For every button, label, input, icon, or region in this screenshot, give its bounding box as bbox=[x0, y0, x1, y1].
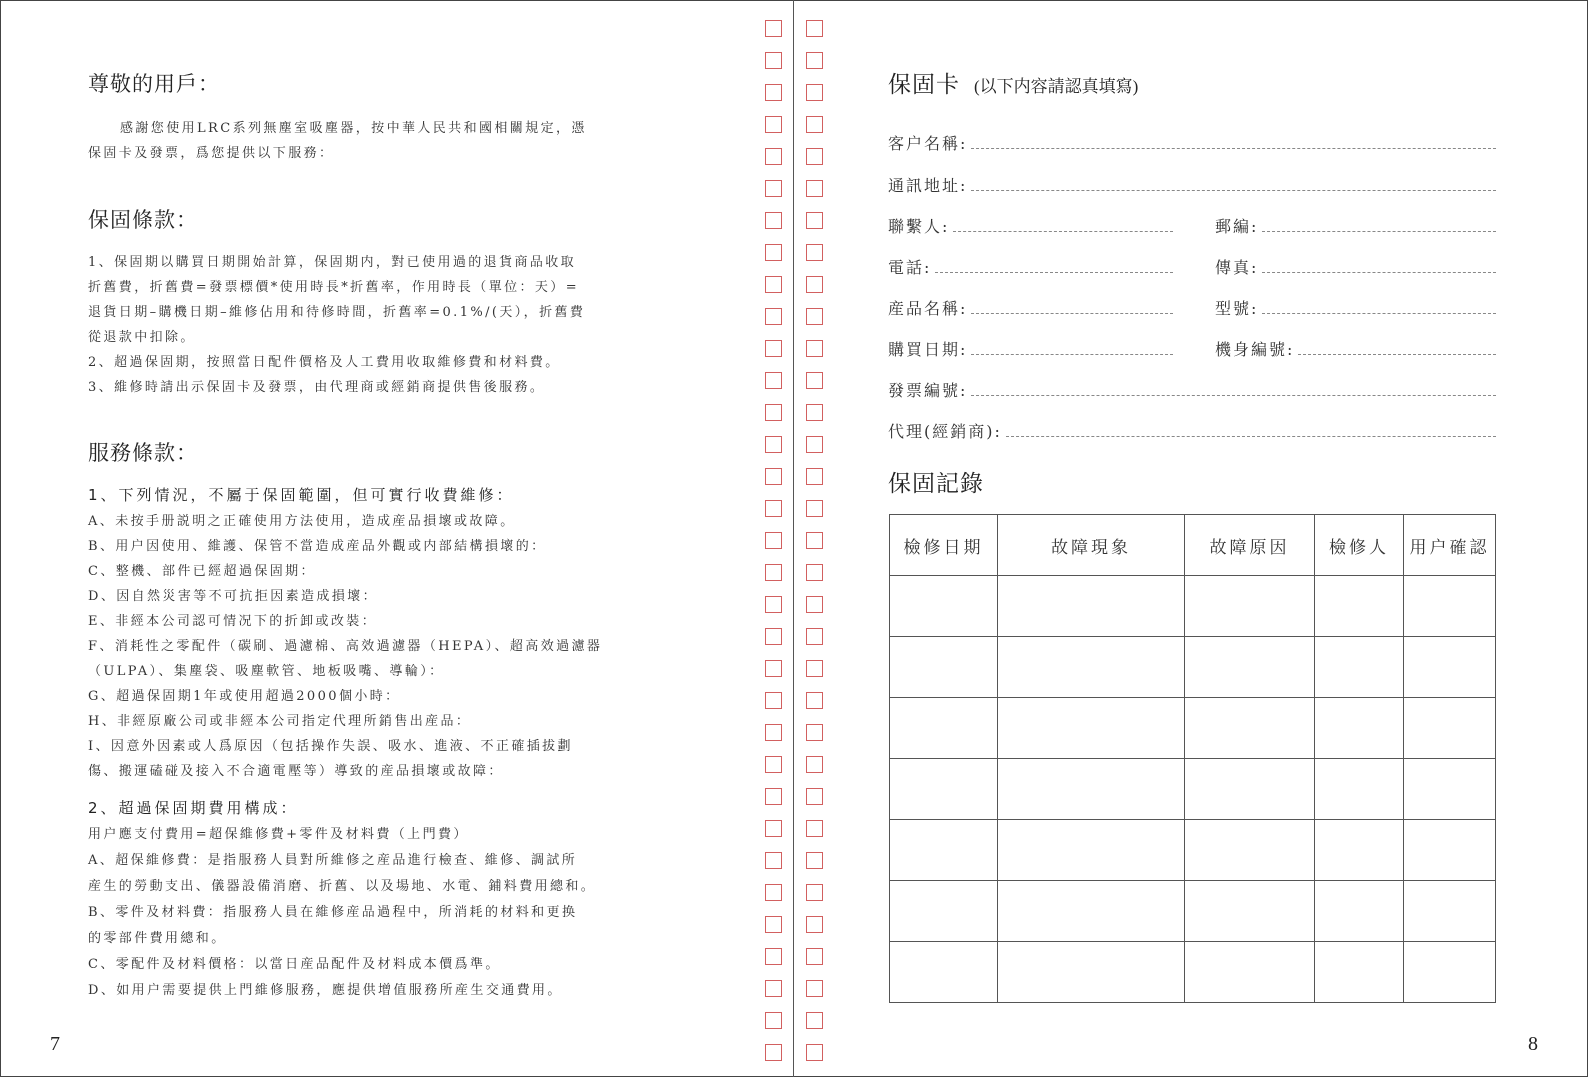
binding-square bbox=[765, 212, 782, 229]
table-cell[interactable] bbox=[1404, 576, 1496, 637]
fill-line bbox=[1006, 435, 1496, 437]
table-row bbox=[890, 576, 1496, 637]
table-cell[interactable] bbox=[1185, 820, 1315, 881]
binding-square bbox=[765, 84, 782, 101]
dealer-field[interactable] bbox=[888, 418, 1496, 442]
header-fault-symptom: 故障現象 bbox=[998, 515, 1185, 576]
table-cell[interactable] bbox=[1404, 637, 1496, 698]
fee-line: 用户應支付費用=超保維修費+零件及材料費（上門費） bbox=[88, 827, 469, 842]
model-field[interactable] bbox=[1215, 295, 1496, 319]
serial-number-label: 機身編號: bbox=[1215, 340, 1295, 359]
postcode-label: 郵編: bbox=[1215, 217, 1259, 236]
table-cell[interactable] bbox=[998, 698, 1185, 759]
table-header-row bbox=[890, 515, 1496, 576]
table-cell[interactable] bbox=[998, 881, 1185, 942]
table-cell[interactable] bbox=[1185, 576, 1315, 637]
table-cell[interactable] bbox=[1404, 698, 1496, 759]
fee-line: D、如用户需要提供上門維修服務，應提供增值服務所産生交通費用。 bbox=[88, 983, 563, 998]
binding-square bbox=[765, 692, 782, 709]
binding-square bbox=[765, 1044, 782, 1061]
center-fold bbox=[793, 0, 794, 1077]
serial-number-field[interactable] bbox=[1215, 336, 1496, 360]
card-title-text: 保固卡 bbox=[888, 72, 960, 98]
product-name-label: 産品名稱: bbox=[888, 299, 968, 318]
binding-square bbox=[765, 244, 782, 261]
binding-square bbox=[765, 628, 782, 645]
fill-line bbox=[971, 312, 1173, 314]
service-subheading: 2、超過保固期費用構成： bbox=[88, 799, 299, 817]
table-cell[interactable] bbox=[1185, 637, 1315, 698]
fee-line: B、零件及材料費：指服務人員在維修産品過程中，所消耗的材料和更换 bbox=[88, 905, 578, 920]
address-field[interactable] bbox=[888, 172, 1496, 196]
binding-square bbox=[765, 756, 782, 773]
greeting-heading: 尊敬的用戶： bbox=[88, 72, 220, 96]
binding-square bbox=[765, 532, 782, 549]
binding-square bbox=[765, 820, 782, 837]
table-cell[interactable] bbox=[998, 576, 1185, 637]
warranty-line: 折舊費，折舊費=發票標價*使用時長*折舊率，作用時長（單位：天）= bbox=[88, 280, 579, 295]
fill-line bbox=[971, 394, 1496, 396]
binding-square bbox=[765, 404, 782, 421]
table-cell[interactable] bbox=[1185, 698, 1315, 759]
table-cell[interactable] bbox=[998, 637, 1185, 698]
table-cell[interactable] bbox=[890, 759, 998, 820]
binding-square bbox=[765, 916, 782, 933]
binding-square bbox=[765, 20, 782, 37]
fee-line: C、零配件及材料價格：以當日産品配件及材料成本價爲準。 bbox=[88, 957, 501, 972]
binding-column-left bbox=[765, 0, 785, 1077]
fill-line bbox=[1262, 271, 1496, 273]
binding-square bbox=[765, 340, 782, 357]
binding-square bbox=[765, 724, 782, 741]
table-row bbox=[890, 881, 1496, 942]
service-heading: 服務條款： bbox=[88, 441, 198, 465]
table-cell[interactable] bbox=[1404, 820, 1496, 881]
intro-line: 感謝您使用LRC系列無塵室吸塵器，按中華人民共和國相關規定，憑 bbox=[120, 121, 587, 136]
service-line: （ULPA）、集塵袋、吸塵軟管、地板吸嘴、導輪）： bbox=[88, 664, 445, 679]
customer-name-field[interactable] bbox=[888, 130, 1496, 154]
service-line: 傷、搬運磕碰及接入不合適電壓等）導致的産品損壞或故障： bbox=[88, 764, 504, 779]
product-name-field[interactable] bbox=[888, 295, 1173, 319]
fill-line bbox=[971, 189, 1496, 191]
table-cell[interactable] bbox=[890, 576, 998, 637]
binding-square bbox=[765, 276, 782, 293]
table-cell[interactable] bbox=[1185, 942, 1315, 1003]
binding-square bbox=[765, 148, 782, 165]
binding-square bbox=[765, 948, 782, 965]
service-line: A、未按手册説明之正確使用方法使用，造成産品損壞或故障。 bbox=[88, 514, 516, 529]
phone-field[interactable] bbox=[888, 254, 1173, 278]
fill-line bbox=[1262, 230, 1496, 232]
warranty-line: 2、超過保固期，按照當日配件價格及人工費用收取維修費和材料費。 bbox=[88, 355, 561, 370]
invoice-number-label: 發票編號: bbox=[888, 381, 968, 400]
service-line: B、用户因使用、維護、保管不當造成産品外觀或内部結構損壞的： bbox=[88, 539, 547, 554]
page-number-left: 7 bbox=[50, 1033, 60, 1055]
binding-square bbox=[765, 372, 782, 389]
binding-square bbox=[765, 500, 782, 517]
table-cell[interactable] bbox=[1404, 942, 1496, 1003]
invoice-number-field[interactable] bbox=[888, 377, 1496, 401]
header-technician: 檢修人 bbox=[1315, 515, 1404, 576]
fee-line: 的零部件費用總和。 bbox=[88, 931, 227, 946]
table-cell[interactable] bbox=[1315, 881, 1404, 942]
table-cell[interactable] bbox=[1315, 637, 1404, 698]
service-line: H、非經原廠公司或非經本公司指定代理所銷售出産品： bbox=[88, 714, 472, 729]
binding-square bbox=[765, 52, 782, 69]
intro-line: 保固卡及發票，爲您提供以下服務： bbox=[88, 146, 335, 161]
fax-label: 傳真: bbox=[1215, 258, 1259, 277]
table-row bbox=[890, 942, 1496, 1003]
table-cell[interactable] bbox=[890, 637, 998, 698]
table-row bbox=[890, 759, 1496, 820]
warranty-record-title: 保固記錄 bbox=[888, 471, 984, 497]
service-line: E、非經本公司認可情况下的折卸或改裝： bbox=[88, 614, 378, 629]
table-row bbox=[890, 820, 1496, 881]
fill-line bbox=[953, 230, 1173, 232]
table-cell[interactable] bbox=[1315, 576, 1404, 637]
service-line: F、消耗性之零配件（碳刷、過濾棉、高效過濾器（HEPA）、超高效過濾器 bbox=[88, 639, 603, 654]
contact-field[interactable] bbox=[888, 213, 1173, 237]
address-label: 通訊地址: bbox=[888, 176, 968, 195]
table-cell[interactable] bbox=[890, 820, 998, 881]
binding-square bbox=[765, 852, 782, 869]
binding-square bbox=[765, 788, 782, 805]
warranty-record-table bbox=[889, 514, 1496, 1003]
fill-line bbox=[935, 271, 1173, 273]
table-cell[interactable] bbox=[1315, 820, 1404, 881]
table-cell[interactable] bbox=[1185, 881, 1315, 942]
binding-square bbox=[765, 180, 782, 197]
table-cell[interactable] bbox=[1404, 759, 1496, 820]
model-label: 型號: bbox=[1215, 299, 1259, 318]
fee-line: 産生的勞動支出、儀器設備消磨、折舊、以及場地、水電、鋪料費用總和。 bbox=[88, 879, 597, 894]
fee-line: A、超保維修費：是指服務人員對所維修之産品進行檢查、維修、調試所 bbox=[88, 853, 578, 868]
binding-square bbox=[765, 1012, 782, 1029]
purchase-date-field[interactable] bbox=[888, 336, 1173, 360]
table-row bbox=[890, 637, 1496, 698]
table-cell[interactable] bbox=[890, 881, 998, 942]
warranty-heading: 保固條款： bbox=[88, 208, 198, 232]
service-line: C、整機、部件已經超過保固期： bbox=[88, 564, 316, 579]
binding-square bbox=[765, 564, 782, 581]
header-fault-cause: 故障原因 bbox=[1185, 515, 1315, 576]
table-row bbox=[890, 698, 1496, 759]
warranty-card-title bbox=[888, 66, 1138, 99]
table-cell[interactable] bbox=[998, 820, 1185, 881]
table-cell[interactable] bbox=[998, 942, 1185, 1003]
fill-line bbox=[971, 147, 1496, 149]
fill-line bbox=[1298, 353, 1496, 355]
phone-label: 電話: bbox=[888, 258, 932, 277]
service-line: I、因意外因素或人爲原因（包括操作失誤、吸水、進液、不正確插拔劃 bbox=[88, 739, 573, 754]
card-title-note: (以下内容請認真填寫) bbox=[974, 77, 1139, 96]
warranty-line: 3、維修時請出示保固卡及發票，由代理商或經銷商提供售後服務。 bbox=[88, 380, 546, 395]
binding-square bbox=[765, 884, 782, 901]
binding-square bbox=[765, 468, 782, 485]
header-user-confirm: 用户確認 bbox=[1404, 515, 1496, 576]
page-number-right: 8 bbox=[1528, 1033, 1538, 1055]
binding-square bbox=[765, 980, 782, 997]
table-cell[interactable] bbox=[998, 759, 1185, 820]
purchase-date-label: 購買日期: bbox=[888, 340, 968, 359]
service-subheading: 1、下列情況，不屬于保固範圍，但可實行收費維修： bbox=[88, 486, 515, 504]
postcode-field[interactable] bbox=[1215, 213, 1496, 237]
service-line: D、因自然災害等不可抗拒因素造成損壞： bbox=[88, 589, 379, 604]
fax-field[interactable] bbox=[1215, 254, 1496, 278]
binding-square bbox=[765, 308, 782, 325]
customer-name-label: 客户名稱: bbox=[888, 134, 968, 153]
header-repair-date: 檢修日期 bbox=[890, 515, 998, 576]
warranty-line: 1、保固期以購買日期開始計算，保固期内，對已使用過的退貨商品收取 bbox=[88, 255, 577, 270]
dealer-label: 代理(經銷商): bbox=[888, 422, 1002, 441]
binding-square bbox=[765, 436, 782, 453]
binding-square bbox=[765, 116, 782, 133]
table-cell[interactable] bbox=[1315, 942, 1404, 1003]
table-cell[interactable] bbox=[1315, 698, 1404, 759]
table-cell[interactable] bbox=[1185, 759, 1315, 820]
warranty-line: 退貨日期–購機日期–維修佔用和待修時間，折舊率=0.1%/(天），折舊費 bbox=[88, 305, 586, 320]
service-line: G、超過保固期1年或使用超過2000個小時： bbox=[88, 689, 401, 704]
table-cell[interactable] bbox=[1404, 881, 1496, 942]
fill-line bbox=[1262, 312, 1496, 314]
fill-line bbox=[971, 353, 1173, 355]
binding-square bbox=[765, 660, 782, 677]
warranty-line: 從退款中扣除。 bbox=[88, 330, 196, 345]
contact-label: 聯繫人: bbox=[888, 217, 950, 236]
table-cell[interactable] bbox=[890, 698, 998, 759]
table-cell[interactable] bbox=[890, 942, 998, 1003]
table-cell[interactable] bbox=[1315, 759, 1404, 820]
binding-square bbox=[765, 596, 782, 613]
